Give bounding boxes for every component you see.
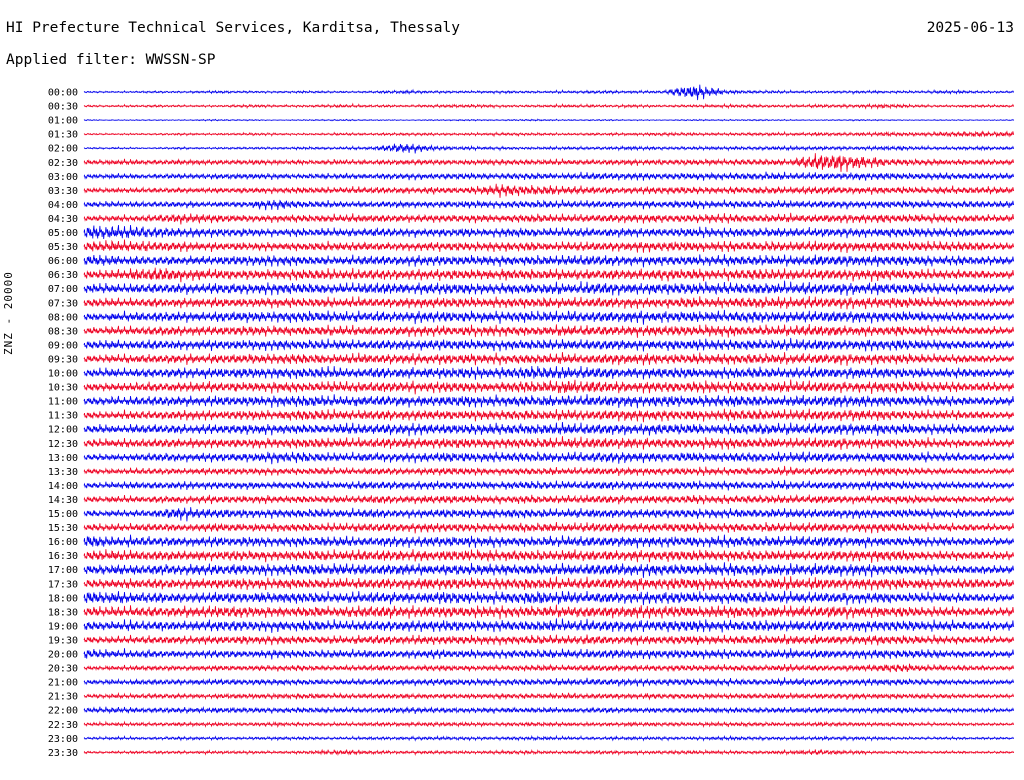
page-title: HI Prefecture Technical Services, Karditsa, Thessaly	[6, 20, 460, 36]
seismogram-trace	[84, 422, 1014, 436]
seismogram-trace	[84, 119, 1014, 121]
seismogram-trace	[84, 535, 1014, 549]
seismogram-trace	[84, 380, 1014, 395]
time-tick-label: 06:00	[47, 256, 78, 268]
seismogram-trace	[84, 213, 1014, 225]
seismogram-trace	[84, 495, 1014, 505]
time-tick-label: 18:30	[47, 607, 78, 619]
time-tick-labels	[48, 88, 78, 759]
seismogram-trace	[84, 254, 1014, 267]
seismogram-trace	[84, 522, 1014, 533]
seismogram-trace	[84, 324, 1014, 338]
seismogram-trace	[84, 562, 1014, 578]
seismogram-trace	[84, 549, 1014, 563]
time-tick-label: 23:00	[47, 733, 78, 745]
seismogram-trace	[84, 338, 1014, 352]
time-tick-label: 22:00	[47, 705, 78, 717]
seismogram-trace	[84, 664, 1014, 673]
seismogram-trace	[84, 451, 1014, 464]
time-tick-label: 03:30	[47, 185, 78, 197]
seismogram-trace	[84, 576, 1014, 591]
time-tick-label: 22:30	[47, 719, 78, 731]
seismogram-trace	[84, 131, 1014, 136]
seismogram-svg	[0, 78, 1024, 778]
seismogram-trace	[84, 409, 1014, 423]
time-tick-label: 23:30	[47, 747, 78, 759]
time-tick-label: 21:00	[47, 677, 78, 689]
time-tick-label: 15:00	[47, 509, 78, 520]
seismogram-trace	[84, 268, 1014, 283]
time-tick-label: 00:00	[47, 87, 78, 99]
seismogram-trace	[84, 153, 1014, 172]
time-tick-label: 17:00	[47, 565, 78, 577]
seismogram-trace	[84, 240, 1014, 254]
seismogram-trace	[84, 85, 1014, 100]
time-tick-label: 19:30	[47, 635, 78, 647]
seismogram-trace	[84, 281, 1014, 296]
time-tick-label: 17:30	[47, 579, 78, 591]
seismogram-trace	[84, 480, 1014, 491]
time-tick-label: 13:00	[47, 452, 78, 464]
time-tick-label: 20:00	[47, 649, 78, 661]
time-tick-label: 10:00	[47, 368, 78, 380]
seismogram-trace	[84, 352, 1014, 366]
time-tick-label: 08:30	[47, 326, 78, 338]
time-tick-label: 01:30	[47, 129, 78, 141]
time-tick-label: 14:00	[47, 480, 78, 492]
seismogram-trace	[84, 225, 1014, 239]
seismogram-trace	[84, 591, 1014, 605]
seismogram-trace	[84, 310, 1014, 325]
time-tick-label: 14:30	[47, 494, 78, 506]
time-tick-label: 00:30	[47, 101, 78, 113]
seismogram-trace	[84, 677, 1014, 686]
time-tick-label: 13:30	[47, 466, 78, 478]
seismogram-trace	[84, 634, 1014, 645]
seismogram-trace	[84, 605, 1014, 620]
time-tick-label: 08:00	[47, 312, 78, 324]
time-tick-label: 20:30	[47, 663, 78, 675]
time-tick-label: 09:30	[47, 354, 78, 366]
seismogram-trace	[84, 507, 1014, 521]
time-tick-label: 11:30	[47, 410, 78, 422]
time-tick-label: 11:00	[47, 396, 78, 408]
time-tick-label: 16:30	[47, 551, 78, 563]
time-tick-label: 07:00	[47, 284, 78, 296]
time-tick-label: 02:00	[47, 143, 78, 155]
seismogram-trace	[84, 466, 1014, 476]
seismogram-trace	[84, 144, 1014, 154]
time-tick-label: 06:30	[47, 270, 78, 282]
seismogram-trace	[84, 436, 1014, 450]
seismogram-trace	[84, 366, 1014, 380]
seismogram-trace	[84, 707, 1014, 714]
time-tick-label: 12:30	[47, 438, 78, 450]
seismogram-trace	[84, 736, 1014, 740]
time-tick-label: 18:00	[47, 593, 78, 605]
seismogram-trace	[84, 648, 1014, 659]
time-tick-label: 04:00	[47, 199, 78, 211]
date-label: 2025-06-13	[926, 20, 1014, 36]
time-tick-label: 15:30	[47, 523, 78, 535]
time-tick-label: 04:30	[47, 213, 78, 225]
seismogram-trace	[84, 750, 1014, 755]
time-tick-label: 12:00	[47, 424, 78, 436]
time-tick-label: 09:00	[47, 340, 78, 352]
seismogram-trace	[84, 693, 1014, 700]
time-tick-label: 16:00	[47, 537, 78, 549]
y-axis-label: ZNZ - 20000	[2, 271, 15, 355]
time-tick-label: 05:00	[47, 228, 78, 239]
seismogram-trace	[84, 296, 1014, 309]
chart-header	[0, 0, 1024, 72]
time-tick-label: 21:30	[47, 691, 78, 703]
seismogram-trace	[84, 722, 1014, 727]
time-tick-label: 03:00	[47, 171, 78, 183]
seismogram-trace	[84, 184, 1014, 198]
time-tick-label: 02:30	[47, 157, 78, 169]
seismogram-trace	[84, 172, 1014, 181]
seismogram-trace	[84, 394, 1014, 408]
time-tick-label: 01:00	[47, 115, 78, 127]
time-tick-label: 19:00	[47, 621, 78, 633]
filter-label: Applied filter: WWSSN-SP	[6, 52, 216, 68]
time-tick-label: 10:30	[47, 382, 78, 394]
time-tick-label: 07:30	[47, 298, 78, 310]
trace-group	[84, 85, 1014, 755]
seismogram-trace	[84, 104, 1014, 108]
seismogram-trace	[84, 618, 1014, 632]
helicorder-plot	[0, 78, 1024, 778]
time-tick-label: 05:30	[47, 242, 78, 254]
seismogram-trace	[84, 200, 1014, 211]
